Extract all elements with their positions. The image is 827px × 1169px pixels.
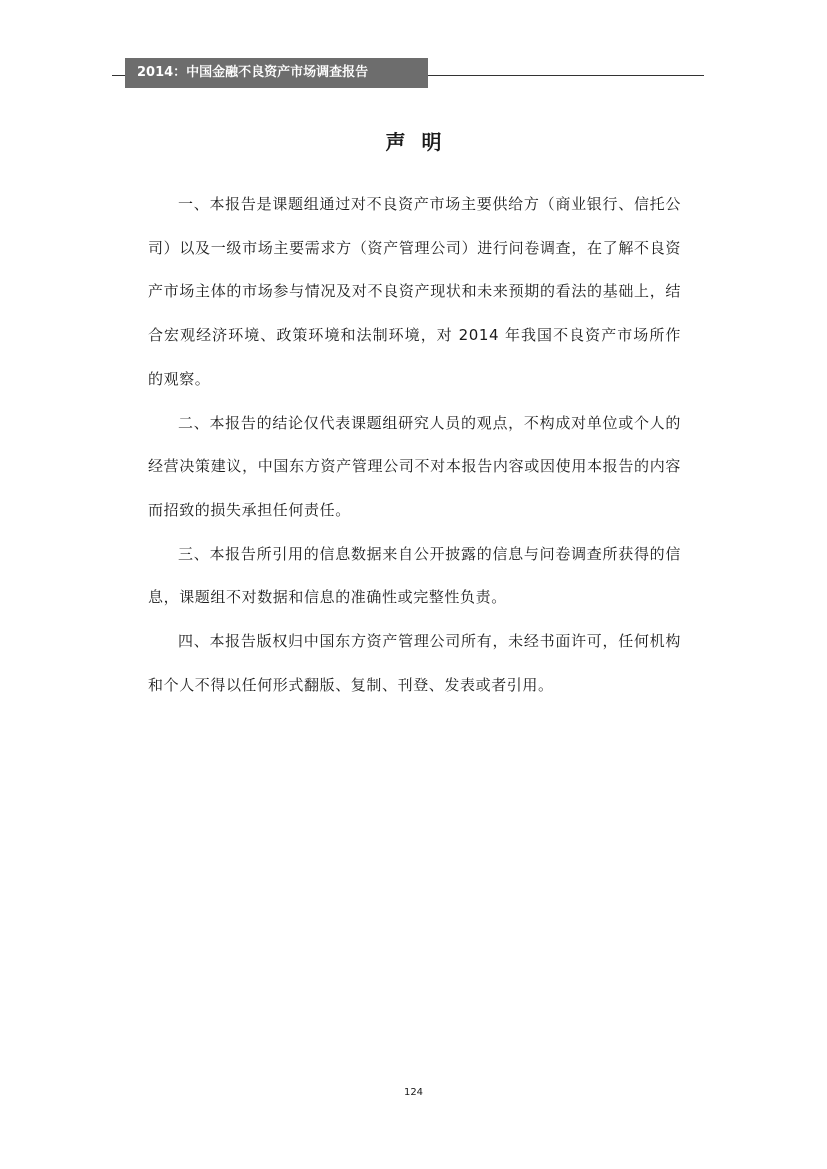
declaration-paragraph-4: 四、本报告版权归中国东方资产管理公司所有，未经书面许可，任何机构和个人不得以任何形式翻版、复制、刊登、发表或者引用。 xyxy=(148,632,681,694)
declaration-paragraph-2: 二、本报告的结论仅代表课题组研究人员的观点，不构成对单位或个人的经营决策建议，中国东方资产管理公司不对本报告内容或因使用本报告的内容而招致的损失承担任何责任。 xyxy=(148,413,681,519)
declaration-body xyxy=(148,183,681,707)
header-rule-left-tick xyxy=(112,75,120,76)
page-title: 声明 xyxy=(385,130,458,154)
declaration-paragraph-3: 三、本报告所引用的信息数据来自公开披露的信息与问卷调查所获得的信息，课题组不对数据和信息的准确性或完整性负责。 xyxy=(148,544,681,607)
running-header-title: 2014：中国金融不良资产市场调查报告 xyxy=(125,58,428,88)
page-number: 124 xyxy=(403,1087,424,1098)
declaration-paragraph-1: 一、本报告是课题组通过对不良资产市场主要供给方（商业银行、信托公司）以及一级市场主要需求方（资产管理公司）进行问卷调查，在了解不良资产市场主体的市场参与情况及对不良资产现状和未来预期的看法的基础上，结合宏观经济环境、政策环境和法制环境，对 2014 年我国不良资产市场所作的观察。 xyxy=(148,195,681,388)
